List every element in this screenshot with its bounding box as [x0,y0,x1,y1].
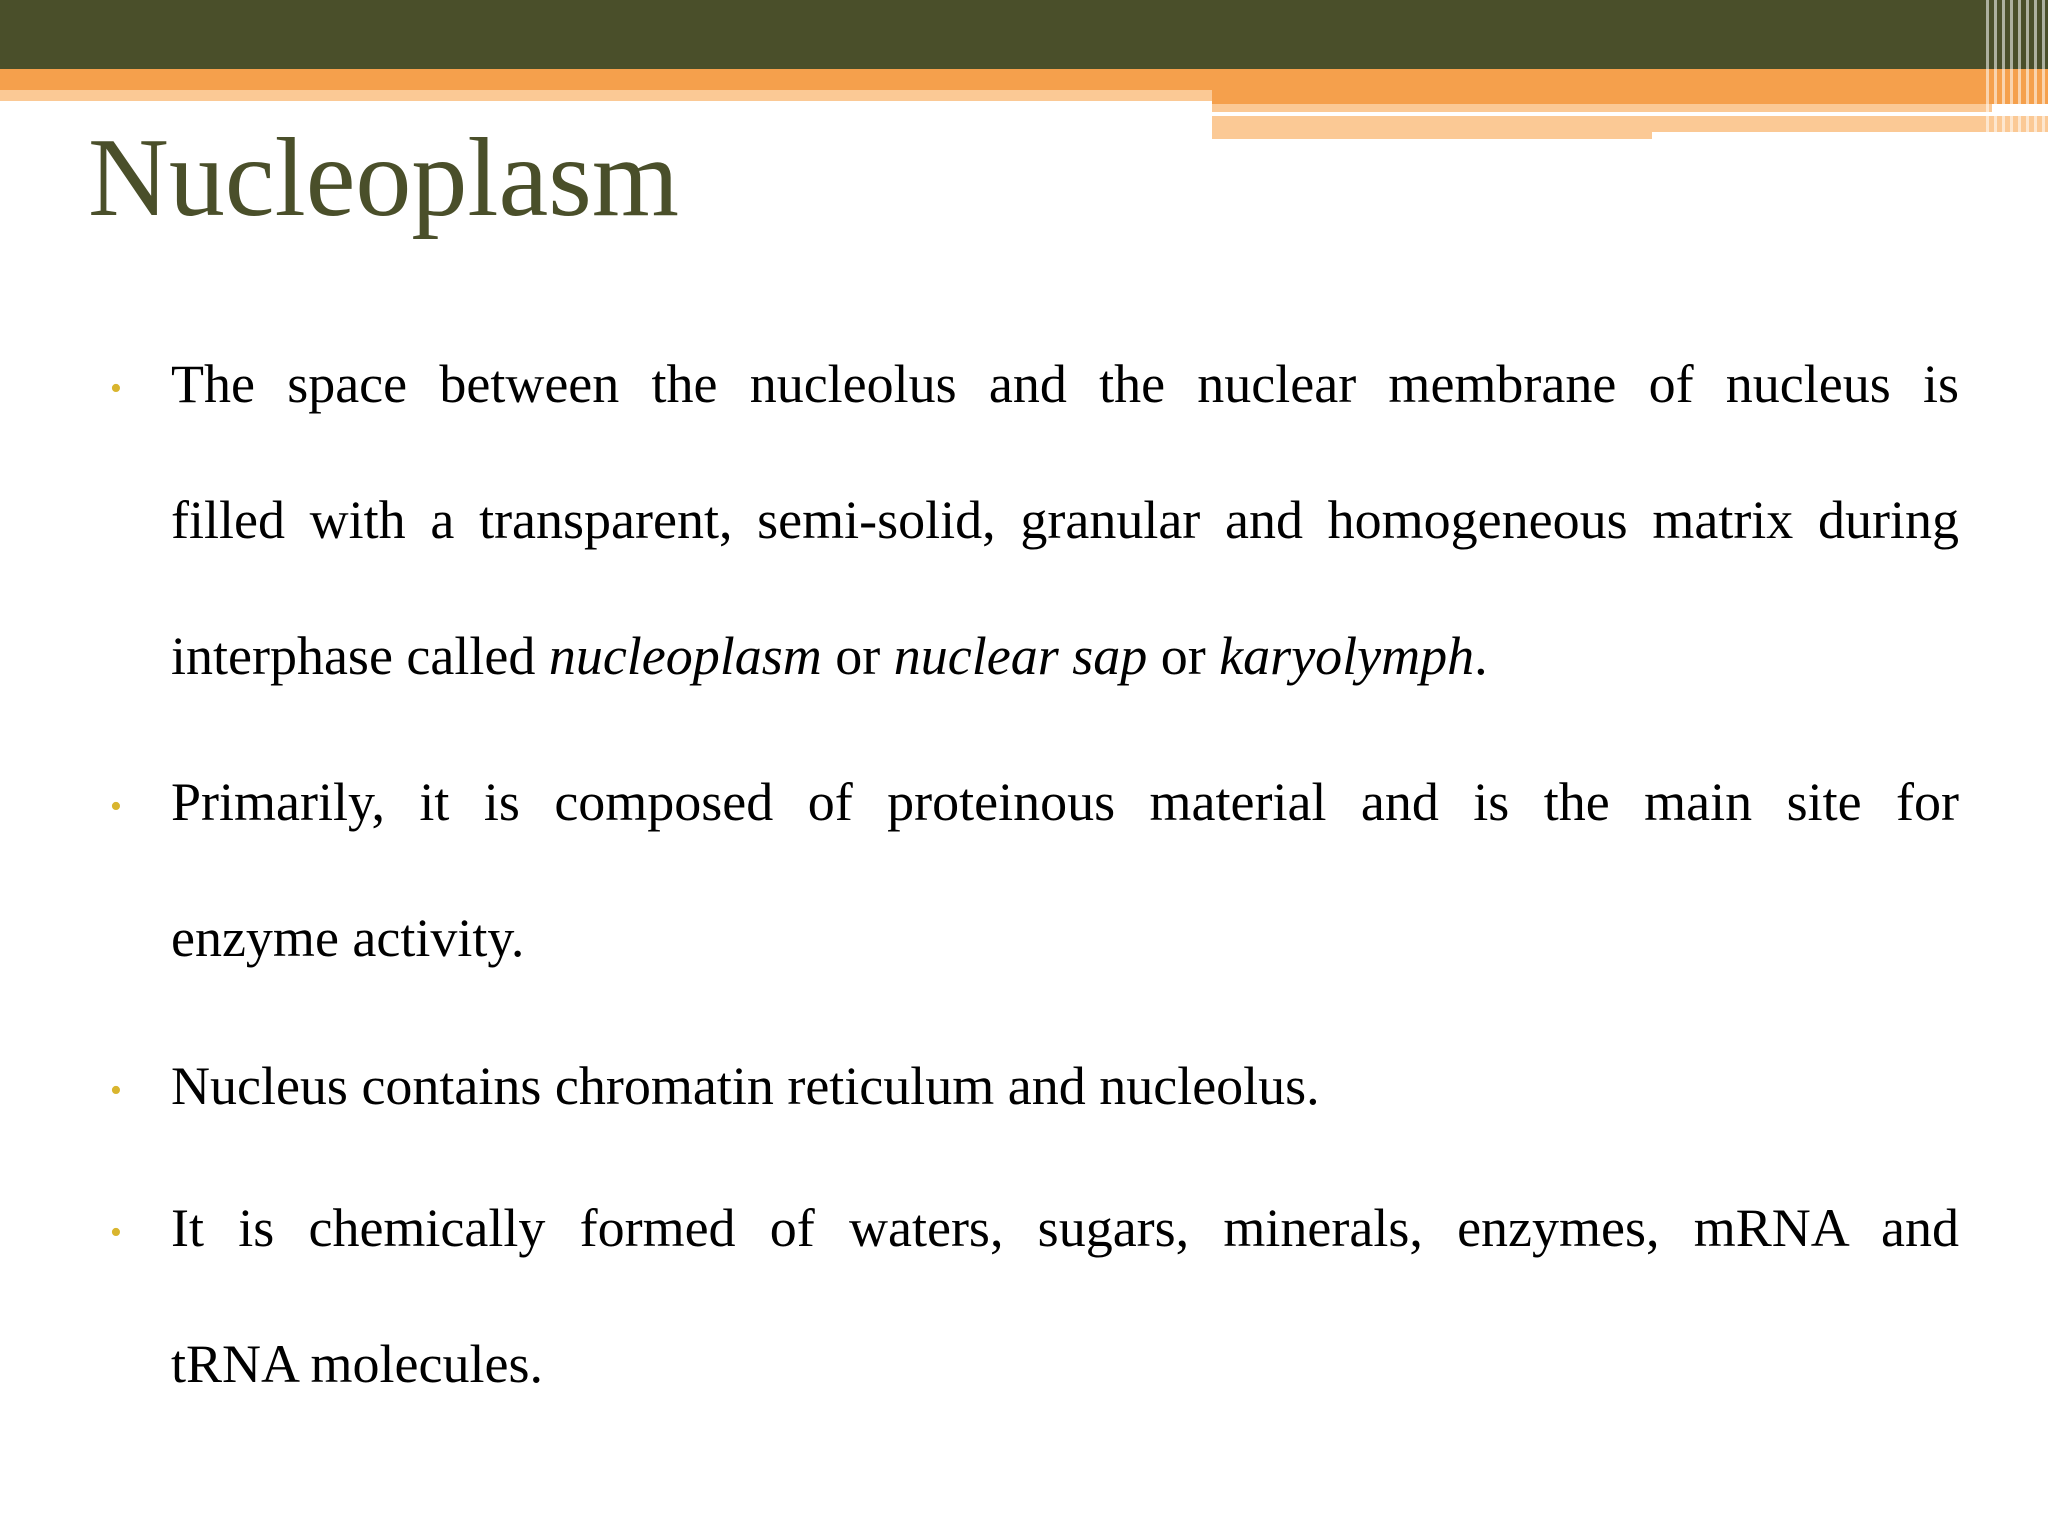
bullet-marker-4: • [110,1214,122,1251]
slide-title: Nucleoplasm [88,116,679,240]
bullet-3-line-1: Nucleus contains chromatin reticulum and nucleolus. [171,1056,1320,1116]
term-nuclear-sap: nuclear sap [893,626,1148,686]
bullet-marker-3: • [110,1072,122,1109]
bullet-1-line-3 [171,624,1959,688]
bullet-1-text-c: or [1147,626,1220,686]
term-nucleoplasm: nucleoplasm [548,626,822,686]
term-karyolymph: karyolymph [1219,626,1475,686]
bullet-2-line-2: enzyme activity. [171,908,525,968]
bullet-1-line-1: The space between the nucleolus and the nuclear membrane of nucleus is [171,354,1959,414]
bullet-1-line-2: filled with a transparent, semi-solid, granular and homogeneous matrix during [171,490,1959,550]
bullet-1-text-b: or [821,626,894,686]
bullet-marker-1: • [110,370,122,407]
bullet-4-line-1: It is chemically formed of waters, sugars, minerals, enzymes, mRNA and [171,1198,1959,1258]
bullet-1-text-d: . [1474,626,1488,686]
bullet-4-line-2: tRNA molecules. [171,1334,543,1394]
bullet-2-line-1: Primarily, it is composed of proteinous material and is the main site for [171,772,1959,832]
bullet-1-text-a: interphase called [171,626,549,686]
bullet-marker-2: • [110,788,122,825]
